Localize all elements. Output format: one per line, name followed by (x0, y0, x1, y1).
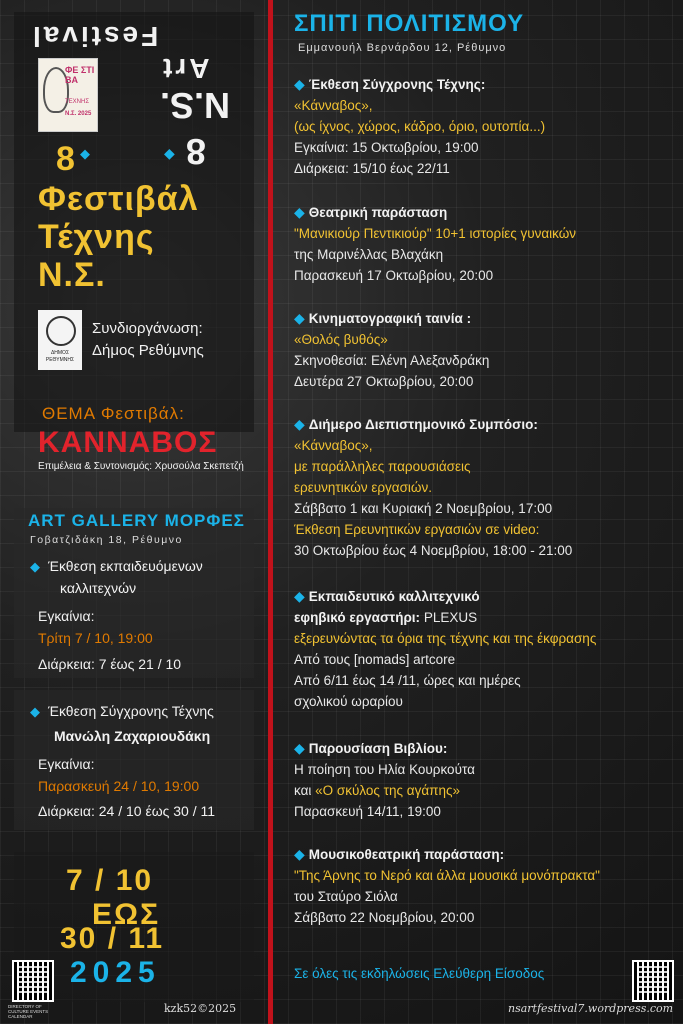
event-workshop (294, 586, 674, 712)
emblem-icon (46, 316, 76, 346)
event-line: 30 Οκτωβρίου έως 4 Νοεμβρίου, 18:00 - 21:00 (294, 543, 573, 558)
event-line: Παρασκευή 14/11, 19:00 (294, 804, 441, 819)
qr-code-left[interactable] (12, 960, 54, 1002)
event-line: "Μανικιούρ Πεντικιούρ" 10+1 ιστορίες γυναικών (294, 226, 577, 241)
diamond-icon: ◆ (294, 416, 305, 432)
co-organizer-value: Δήμος Ρεθύμνης (92, 342, 204, 359)
g1-opening-value: Τρίτη 7 / 10, 19:00 (38, 630, 153, 646)
dates-until: ΕΩΣ (92, 898, 161, 931)
event-line: εξερευνώντας τα όρια της τέχνης και της έκφρασης (294, 631, 597, 646)
curator-credit: Επιμέλεια & Συντονισμός: Χρυσούλα Σκεπετζή (38, 461, 244, 472)
gallery-title: ART GALLERY ΜΟΡΦΕΣ (28, 511, 245, 530)
event-heading-2b: PLEXUS (420, 610, 478, 625)
diamond-icon: ◆ (30, 705, 40, 720)
event-line: "Της Άρνης το Νερό και άλλα μουσικά μονόπρακτα" (294, 868, 600, 883)
diamond-icon: ◆ (294, 204, 305, 220)
logo-year: Ν.Σ. 2025 (65, 111, 92, 117)
event-line: (ως ίχνος, χώρος, κάδρο, όριο, ουτοπία...) (294, 119, 546, 134)
g1-opening-label: Εγκαίνια: (38, 608, 95, 624)
event-heading-2: εφηβικό εργαστήρι: (294, 610, 421, 625)
theme-label: ΘΕΜΑ Φεστιβάλ: (42, 404, 185, 423)
g1-title-line2: καλλιτεχνών (60, 580, 137, 596)
website-link[interactable]: nsartfestival7.wordpress.com (508, 1002, 674, 1015)
g1-title-line1: Έκθεση εκπαιδευόμενων (48, 558, 203, 574)
festival-word: Festival (30, 21, 159, 52)
g2-title-line1: Έκθεση Σύγχρονης Τέχνης (48, 703, 214, 719)
event-music-theatre (294, 844, 674, 928)
event-heading: Διήμερο Διεπιστημονικό Συμπόσιο: (308, 417, 538, 432)
municipality-logo-text: ΔΗΜΟΣ ΡΕΘΥΜΝΗΣ (45, 350, 75, 363)
event-line: Η ποίηση του Ηλία Κουρκούτα (294, 762, 475, 777)
event-theatre (294, 202, 674, 286)
diamond-icon: ◆ (294, 846, 305, 862)
event-line: Παρασκευή 17 Οκτωβρίου, 20:00 (294, 268, 494, 283)
festival-title-1: Φεστιβάλ (38, 180, 199, 218)
event-line: Δευτέρα 27 Οκτωβρίου, 20:00 (294, 374, 474, 389)
event-film (294, 308, 674, 392)
art-word: Art (160, 53, 210, 84)
co-organizer-label: Συνδιοργάνωση: (92, 320, 203, 337)
event-book (294, 738, 674, 822)
qr-code-right[interactable] (632, 960, 674, 1002)
dates-end: 30 / 11 (60, 922, 165, 955)
theme-value: ΚΑΝΝΑΒΟΣ (38, 426, 218, 459)
event-line: Σάββατο 22 Νοεμβρίου, 20:00 (294, 910, 475, 925)
dates-year: 2025 (70, 956, 161, 989)
credit: kzk52©2025 (164, 1002, 237, 1015)
logo-subtext: ΤΕΧΝΗΣ (65, 99, 90, 105)
event-line: Έκθεση Ερευνητικών εργασιών σε video: (294, 522, 540, 537)
event-line: της Μαρινέλλας Βλαχάκη (294, 247, 444, 262)
event-heading: Θεατρική παράσταση (308, 205, 448, 220)
qr-caption: DIRECTORY OF CULTURE EVENTS CALENDAR (8, 1004, 49, 1019)
g1-duration: Διάρκεια: 7 έως 21 / 10 (38, 656, 182, 672)
diamond-icon: ◆ (294, 588, 305, 604)
event-heading: Παρουσίαση Βιβλίου: (308, 741, 448, 756)
logo-text: ΦΕ ΣΤΙ ΒΑ (65, 65, 95, 85)
eight-number: 8 (56, 140, 75, 178)
diamond-icon: ◆ (294, 76, 305, 92)
diamond-icon: ◆ (294, 740, 305, 756)
eight-rev: 8 (186, 131, 207, 172)
event-heading: Εκπαιδευτικό καλλιτεχνικό (308, 589, 480, 604)
festival-title-2: Τέχνης (38, 218, 155, 256)
event-line: με παράλληλες παρουσιάσεις (294, 459, 471, 474)
event-line: «Κάνναβος», (294, 438, 373, 453)
dates-start: 7 / 10 (66, 864, 154, 897)
venue-title: ΣΠΙΤΙ ΠΟΛΙΤΙΣΜΟΥ (294, 10, 525, 37)
g2-opening-label: Εγκαίνια: (38, 756, 95, 772)
gallery-address: Γοβατζιδάκη 18, Ρέθυμνο (30, 534, 183, 546)
event-line: του Σταύρο Σιόλα (294, 889, 398, 904)
event-heading: Μουσικοθεατρική παράσταση: (308, 847, 505, 862)
g2-duration: Διάρκεια: 24 / 10 έως 30 / 11 (38, 803, 216, 819)
event-symposium (294, 414, 674, 561)
municipality-logo (38, 310, 82, 370)
center-divider (268, 0, 273, 1024)
event-line: Εγκαίνια: 15 Οκτωβρίου, 19:00 (294, 140, 479, 155)
diamond-icon: ◆ (80, 147, 90, 162)
left-column (0, 0, 262, 1024)
event-heading: Έκθεση Σύγχρονης Τέχνης: (308, 77, 486, 92)
event-heading: Κινηματογραφική ταινία : (308, 311, 472, 326)
event-line: «Ο σκύλος της αγάπης» (315, 783, 460, 798)
event-line: σχολικού ωραρίου (294, 694, 403, 709)
venue-address: Εμμανουήλ Βερνάρδου 12, Ρέθυμνο (298, 42, 507, 54)
event-line: Σκηνοθεσία: Ελένη Αλεξανδράκη (294, 353, 490, 368)
event-line: Από 6/11 έως 14 /11, ώρες και ημέρες (294, 673, 521, 688)
g2-opening-value: Παρασκευή 24 / 10, 19:00 (38, 778, 200, 794)
event-line: Διάρκεια: 15/10 έως 22/11 (294, 161, 450, 176)
event-line: «Κάνναβος», (294, 98, 373, 113)
event-line: Από τους [nomads] artcore (294, 652, 456, 667)
event-line: ερευνητικών εργασιών. (294, 480, 432, 495)
festival-title-3: Ν.Σ. (38, 256, 106, 294)
event-exhibition (294, 74, 674, 179)
diamond-icon: ◆ (164, 146, 175, 162)
event-line: και (294, 783, 316, 798)
festival-logo (38, 58, 98, 132)
event-line: «Θολός βυθός» (294, 332, 388, 347)
ns-word: N.S. (160, 85, 231, 126)
event-line: Σάββατο 1 και Κυριακή 2 Νοεμβρίου, 17:00 (294, 501, 553, 516)
diamond-icon: ◆ (30, 560, 40, 575)
g2-title-line2: Μανώλη Ζαχαριουδάκη (54, 728, 211, 744)
diamond-icon: ◆ (294, 310, 305, 326)
free-entry-note: Σε όλες τις εκδηλώσεις Ελεύθερη Είσοδος (294, 966, 545, 981)
